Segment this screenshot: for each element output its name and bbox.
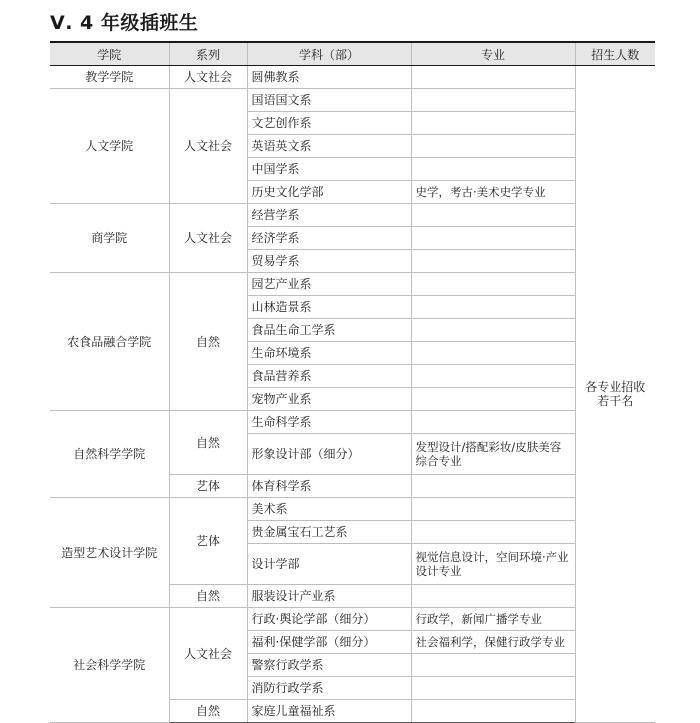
subject-cell: 形象设计部（细分） — [247, 434, 411, 475]
subject-cell: 园艺产业系 — [247, 273, 411, 296]
table-row — [50, 66, 655, 89]
college-cell: 农食品融合学院 — [50, 273, 169, 411]
header-college: 学院 — [50, 42, 169, 66]
subject-cell: 行政·舆论学部（细分） — [247, 608, 411, 631]
series-cell: 自然 — [169, 700, 247, 723]
major-cell — [411, 365, 575, 388]
major-cell — [411, 66, 575, 89]
series-cell: 艺体 — [169, 475, 247, 498]
table-row — [50, 89, 655, 112]
major-cell: 发型设计/搭配彩妆/皮肤美容综合专业 — [411, 434, 575, 475]
subject-cell: 食品营养系 — [247, 365, 411, 388]
subject-cell: 体育科学系 — [247, 475, 411, 498]
major-cell — [411, 585, 575, 608]
series-cell: 人文社会 — [169, 89, 247, 204]
major-cell: 史学，考古·美术史学专业 — [411, 181, 575, 204]
major-cell — [411, 411, 575, 434]
major-cell — [411, 158, 575, 181]
series-cell: 自然 — [169, 411, 247, 475]
college-cell: 人文学院 — [50, 89, 169, 204]
subject-cell: 警察行政学系 — [247, 654, 411, 677]
subject-cell: 贸易学系 — [247, 250, 411, 273]
header-series: 系列 — [169, 42, 247, 66]
subject-cell: 福利·保健学部（细分） — [247, 631, 411, 654]
series-cell: 自然 — [169, 273, 247, 411]
college-cell: 造型艺术设计学院 — [50, 498, 169, 608]
college-cell: 教学学院 — [50, 66, 169, 89]
major-cell — [411, 654, 575, 677]
table-row — [50, 273, 655, 296]
table-row — [50, 204, 655, 227]
subject-cell: 文艺创作系 — [247, 112, 411, 135]
subject-cell: 美术系 — [247, 498, 411, 521]
major-cell: 社会福利学，保健行政学专业 — [411, 631, 575, 654]
major-cell — [411, 342, 575, 365]
subject-cell: 山林造景系 — [247, 296, 411, 319]
major-cell — [411, 296, 575, 319]
quota-cell: 各专业招收若干名 — [575, 66, 655, 723]
subject-cell: 经营学系 — [247, 204, 411, 227]
major-cell — [411, 204, 575, 227]
header-subject: 学科（部） — [247, 42, 411, 66]
subject-cell: 生命环境系 — [247, 342, 411, 365]
college-cell: 自然科学学院 — [50, 411, 169, 498]
major-cell — [411, 521, 575, 544]
major-cell — [411, 135, 575, 158]
table-row — [50, 411, 655, 434]
table-row — [50, 498, 655, 521]
major-cell — [411, 273, 575, 296]
page-title: Ⅴ. 4 年级插班生 — [50, 12, 199, 34]
subject-cell: 中国学系 — [247, 158, 411, 181]
major-cell — [411, 319, 575, 342]
major-cell — [411, 677, 575, 700]
subject-cell: 消防行政学系 — [247, 677, 411, 700]
subject-cell: 设计学部 — [247, 544, 411, 585]
subject-cell: 圆佛教系 — [247, 66, 411, 89]
header-quota: 招生人数 — [575, 42, 655, 66]
table-row — [50, 608, 655, 631]
series-cell: 艺体 — [169, 498, 247, 585]
header-major: 专业 — [411, 42, 575, 66]
major-cell: 行政学，新闻广播学专业 — [411, 608, 575, 631]
major-cell — [411, 89, 575, 112]
subject-cell: 家庭儿童福祉系 — [247, 700, 411, 723]
college-cell: 商学院 — [50, 204, 169, 273]
admission-table — [50, 41, 655, 723]
subject-cell: 英语英文系 — [247, 135, 411, 158]
subject-cell: 国语国文系 — [247, 89, 411, 112]
major-cell — [411, 700, 575, 723]
college-cell: 社会科学学院 — [50, 608, 169, 723]
subject-cell: 贵金属宝石工艺系 — [247, 521, 411, 544]
subject-cell: 生命科学系 — [247, 411, 411, 434]
major-cell — [411, 388, 575, 411]
subject-cell: 食品生命工学系 — [247, 319, 411, 342]
subject-cell: 经济学系 — [247, 227, 411, 250]
major-cell — [411, 250, 575, 273]
series-cell: 人文社会 — [169, 66, 247, 89]
major-cell — [411, 475, 575, 498]
major-cell: 视觉信息设计，空间环境·产业设计专业 — [411, 544, 575, 585]
series-cell: 人文社会 — [169, 204, 247, 273]
subject-cell: 历史文化学部 — [247, 181, 411, 204]
subject-cell: 宠物产业系 — [247, 388, 411, 411]
major-cell — [411, 227, 575, 250]
series-cell: 自然 — [169, 585, 247, 608]
series-cell: 人文社会 — [169, 608, 247, 700]
major-cell — [411, 112, 575, 135]
subject-cell: 服装设计产业系 — [247, 585, 411, 608]
major-cell — [411, 498, 575, 521]
